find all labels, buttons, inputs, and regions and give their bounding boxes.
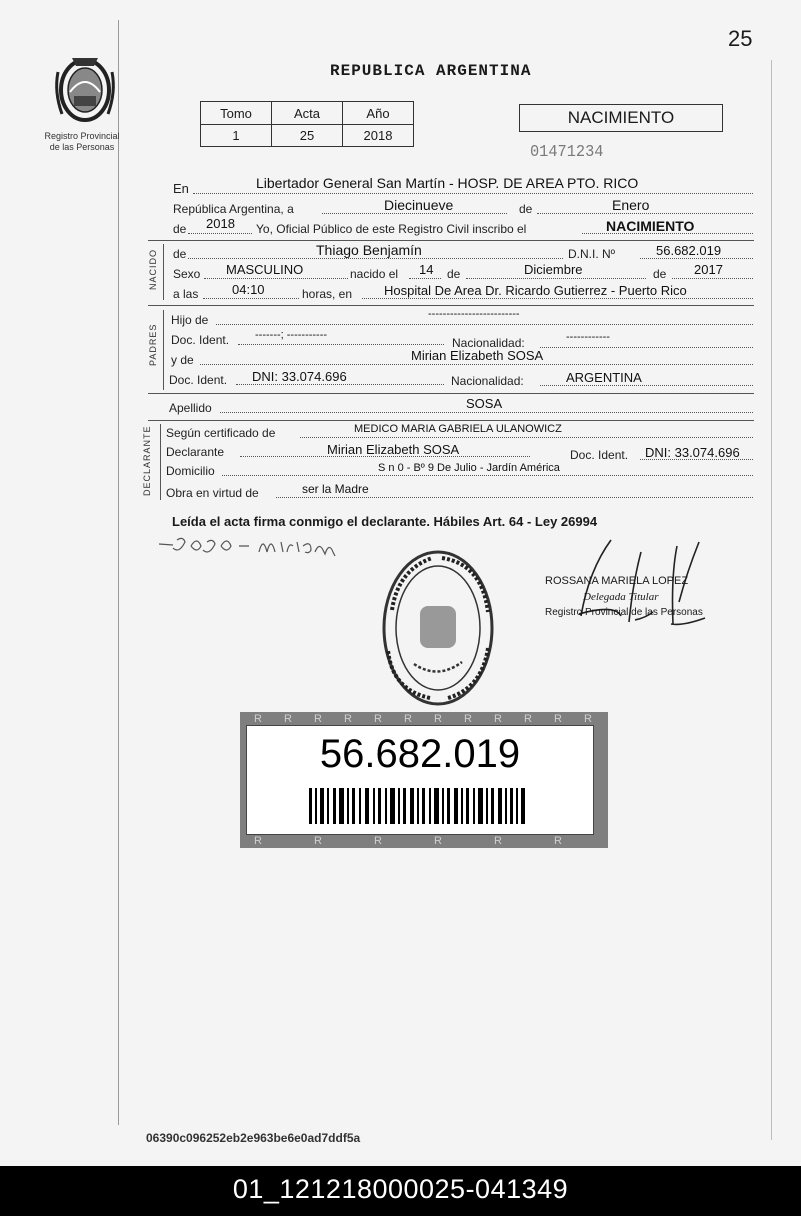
label-domicilio: Domicilio [166,464,215,478]
field-dni: 56.682.019 [656,243,722,258]
label-de2: de [173,222,187,236]
side-bar-nacido [163,244,164,300]
official-seal-stamp [380,548,496,708]
dots-madre-doc [236,384,444,385]
side-label-declarante: DECLARANTE [142,425,152,496]
svg-text:R: R [374,713,382,725]
label-de-nacido: de [173,247,187,261]
dots-hospital [362,298,753,299]
field-madre-doc: DNI: 33.074.696 [252,369,347,384]
field-obra: ser la Madre [302,482,369,496]
field-hospital: Hospital De Area Dr. Ricardo Gutierrez - Puerto Rico [384,283,687,298]
section-divider-padres [148,305,754,306]
label-apellido: Apellido [169,401,212,415]
label-y-de: y de [171,353,194,367]
svg-text:R: R [284,713,292,725]
label-nacionalidad: Nacionalidad: [452,336,525,350]
label-hijo-de: Hijo de [171,313,209,327]
label-republica: República Argentina, a [173,202,294,216]
registry-line-1: Registro Provincial [44,131,120,141]
field-declarante: Mirian Elizabeth SOSA [327,442,460,457]
document-hash: 06390c096252eb2e963be6e0ad7ddf5a [146,1131,361,1145]
field-padre: ------------------------- [428,308,520,320]
tomo-value: 1 [201,125,272,147]
dots-mes-nac [466,278,646,279]
page-number: 25 [728,26,753,51]
svg-text:R: R [314,835,322,847]
field-domicilio: S n 0 - Bº 9 De Julio - Jardín América [378,462,560,474]
dots-dni [640,258,753,259]
field-madre-nac: ARGENTINA [566,370,642,385]
svg-text:R: R [554,713,562,725]
acta-header: Acta [272,102,343,125]
side-label-padres: PADRES [148,323,158,366]
field-lugar: Libertador General San Martín - HOSP. DE AREA PTO. RICO [256,175,639,191]
provincial-coat-of-arms-icon [52,52,118,126]
field-dia-nac: 14 [419,262,434,277]
svg-text:R: R [524,713,532,725]
document-title: REPUBLICA ARGENTINA [330,62,532,80]
label-sexo: Sexo [173,267,201,281]
declarant-handwritten-signature [155,530,345,564]
dots-hora [203,298,299,299]
field-padre-nac: ------------ [566,331,610,343]
field-mes-nac: Diciembre [524,262,583,277]
dots-certificado [300,437,753,438]
official-office: Registro Provincial de las Personas [545,607,703,618]
dots-padre [216,324,753,325]
label-en: En [173,181,189,196]
official-signature-block [545,573,703,621]
label-de3: de [447,267,461,281]
field-certificado: MEDICO MARIA GABRIELA ULANOWICZ [354,423,562,435]
side-bar-declarante [160,424,161,500]
section-divider-apellido [148,393,754,394]
field-apellido: SOSA [466,396,503,411]
side-label-nacido: NACIDO [148,248,158,290]
svg-text:R: R [494,835,502,847]
dots-apellido [220,412,753,413]
field-padre-doc: -------; ----------- [255,329,328,341]
svg-text:R: R [464,713,472,725]
left-margin-line [118,20,119,1125]
field-anio-nac: 2017 [694,262,723,277]
label-doc-ident: Doc. Ident. [171,333,230,347]
registry-line-2: de las Personas [49,142,115,152]
dots-madre-nac [540,385,753,386]
label-de4: de [653,267,667,281]
dots-sexo [204,278,348,279]
label-segun-certificado: Según certificado de [166,426,276,440]
svg-text:R: R [434,713,442,725]
svg-text:R: R [254,835,262,847]
label-a-las: a las [173,287,199,301]
svg-text:R: R [494,713,502,725]
label-nacionalidad2: Nacionalidad: [451,374,524,388]
dots-padre-nac [540,347,753,348]
dots-madre [200,364,753,365]
svg-text:R: R [554,835,562,847]
dots-obra [276,497,753,498]
act-type-box: NACIMIENTO [519,104,723,132]
dots-en [193,193,753,194]
tomo-acta-table [200,101,414,147]
label-dni: D.N.I. Nº [568,247,616,261]
dots-mes [537,213,753,214]
official-name: ROSSANA MARIELA LOPEZ [545,575,689,587]
dots-anio [188,233,252,234]
svg-text:R: R [344,713,352,725]
svg-text:R: R [314,713,322,725]
dots-padre-doc [238,344,444,345]
label-declarante: Declarante [166,445,225,459]
field-declarante-doc: DNI: 33.074.696 [645,445,740,460]
registry-caption [36,131,128,153]
dots-dia-nac [409,278,441,279]
anio-value: 2018 [343,125,414,147]
field-mes: Enero [612,197,650,213]
field-inscribe: NACIMIENTO [606,218,695,234]
dots-domicilio [222,475,753,476]
label-de: de [519,202,533,216]
closing-statement: Leída el acta firma conmigo el declarante. Hábiles Art. 64 - Ley 26994 [172,514,598,529]
dni-sticker [246,725,594,835]
right-margin-line [771,60,772,1140]
section-divider-declarante [148,420,754,421]
label-horas-en: horas, en [302,287,353,301]
acta-value: 25 [272,125,343,147]
svg-text:R: R [374,835,382,847]
field-dia-letras: Diecinueve [384,197,454,213]
dots-dia [322,213,507,214]
field-anio: 2018 [206,216,235,231]
section-divider-nacido [148,240,754,241]
svg-text:R: R [434,835,442,847]
field-hora: 04:10 [232,282,265,297]
label-nacido-el: nacido el [350,267,399,281]
sticker-dni-number: 56.682.019 [319,732,521,776]
dots-nombre [188,258,563,259]
field-madre: Mirian Elizabeth SOSA [411,348,544,363]
serial-number: 01471234 [530,143,604,162]
svg-text:R: R [404,713,412,725]
label-obra-en-virtud: Obra en virtud de [166,486,259,500]
anio-header: Año [343,102,414,125]
svg-text:R: R [584,713,592,725]
field-sexo: MASCULINO [226,262,304,277]
tomo-header: Tomo [201,102,272,125]
official-role: Delegada Titular [583,591,659,603]
footer-identifier: 01_121218000025-041349 [0,1166,801,1216]
field-nombre: Thiago Benjamín [316,242,422,258]
label-doc-ident2: Doc. Ident. [169,373,228,387]
label-doc-ident3: Doc. Ident. [570,448,629,462]
barcode-icon [309,788,525,824]
svg-text:R: R [254,713,262,725]
dots-anio-nac [672,278,753,279]
label-yo-oficial: Yo, Oficial Público de este Registro Civil inscribo el [256,222,527,236]
side-bar-padres [163,310,164,390]
